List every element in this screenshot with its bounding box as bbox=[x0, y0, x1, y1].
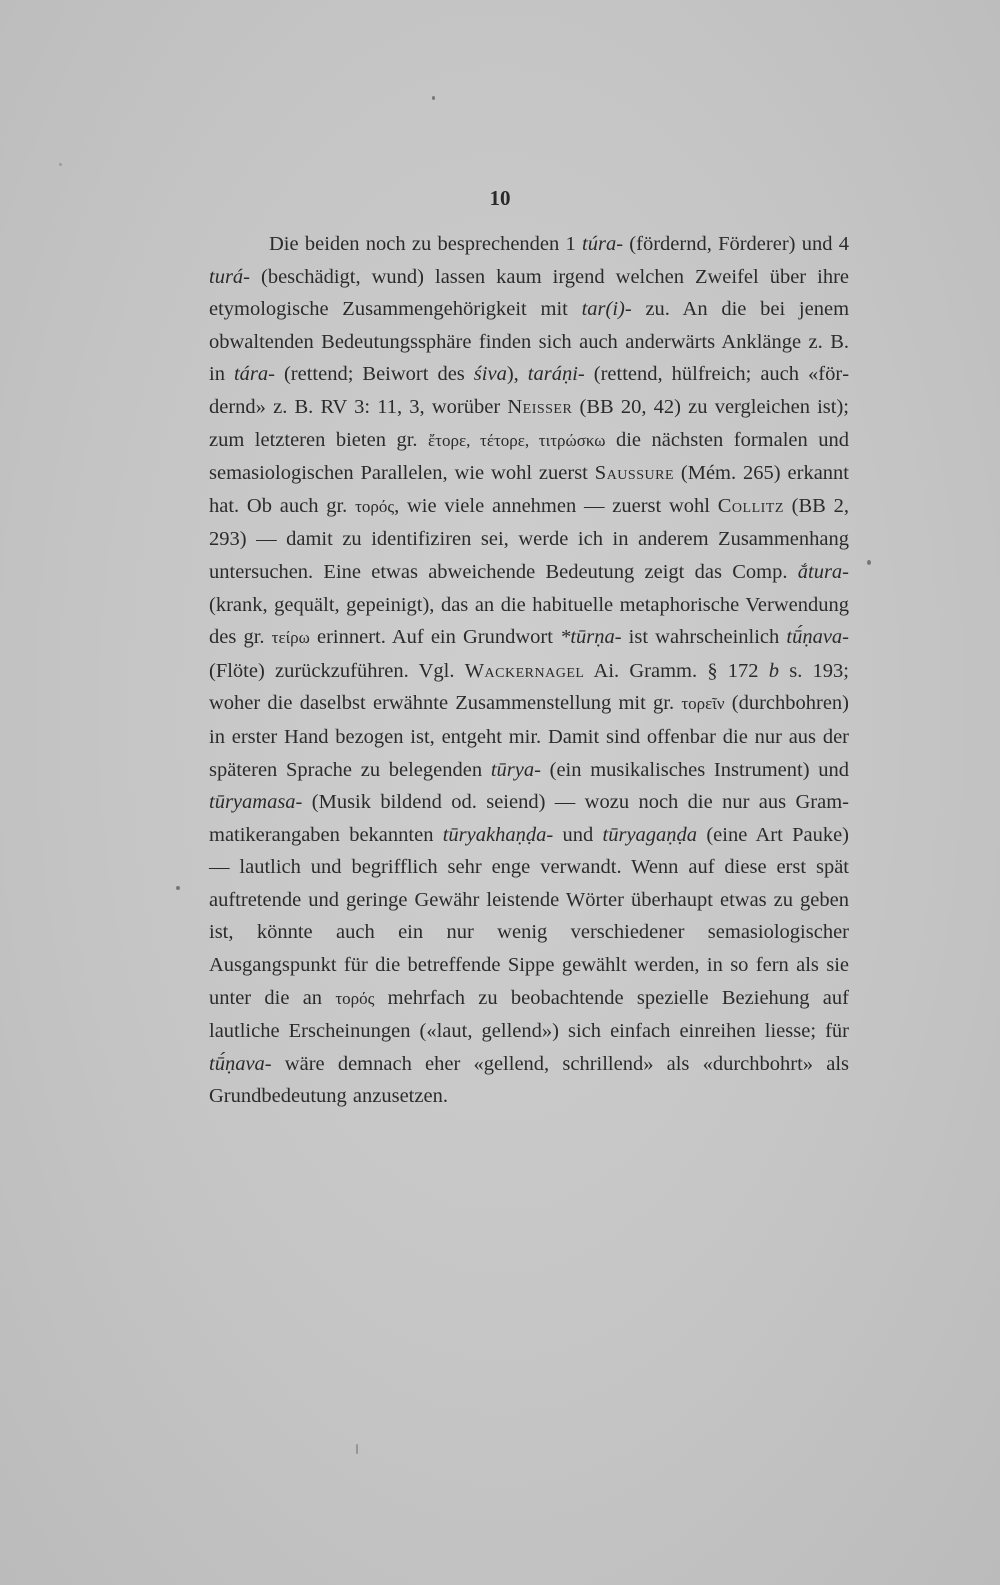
scan-speck bbox=[867, 560, 871, 565]
scan-speck bbox=[59, 163, 62, 166]
italic-term: tūryamasa- bbox=[209, 791, 303, 814]
italic-term: tar(i)- bbox=[581, 298, 632, 321]
italic-term: taráṇi- bbox=[527, 363, 585, 386]
text-run: (rettend, hülfreich; auch «fördernd» z. B. RV 3: 11, 3, worüber bbox=[209, 363, 850, 418]
italic-term: *tūrṇa- bbox=[560, 626, 622, 649]
text-run: mehrfach zu beobachtende spezielle Beziehung auf lautliche Erscheinungen («laut, gellend») sich einfach einreihen liesse; für bbox=[209, 986, 849, 1043]
italic-term: śiva bbox=[473, 363, 507, 386]
greek-term: τορεῖν bbox=[681, 694, 725, 714]
greek-term: ἔτορε, τέτορε, τιτρώσκω bbox=[428, 430, 606, 450]
text-run: die nächsten formalen und semasiologischen Parallelen, wie wohl zuerst bbox=[209, 428, 849, 485]
scan-speck bbox=[432, 96, 435, 100]
text-run: , wie viele annehmen — zuerst wohl bbox=[394, 494, 718, 517]
italic-term: b bbox=[768, 659, 779, 682]
italic-term: tára- bbox=[233, 363, 275, 386]
greek-term: τείρω bbox=[271, 628, 310, 648]
italic-term: tū́ṇava- bbox=[786, 626, 849, 649]
italic-term: tū́ṇava- bbox=[209, 1052, 272, 1075]
text-run: (krank, gequält, gepeinigt), das an die habituelle metaphorische Verwendung des gr. bbox=[209, 593, 849, 649]
text-run: (BB 20, 42) zu vergleichen ist); zum letzteren bieten gr. bbox=[209, 395, 850, 451]
text-run: (fördernd, Förderer) und 4 bbox=[623, 233, 849, 255]
text-run: (durchbohren) in erster Hand bezogen ist, entgeht mir. Damit sind offenbar die nur aus der späteren Sprache zu belegenden bbox=[209, 692, 849, 781]
author-name: Wackernagel bbox=[464, 659, 585, 682]
text-run: (Flöte) zurückzuführen. Vgl. bbox=[209, 659, 465, 682]
greek-term: τορός bbox=[355, 496, 395, 516]
text-run: zu. An die bei jenem obwaltenden Bedeutungssphäre finden sich auch anderwärts Anklänge z. B. in bbox=[209, 298, 850, 386]
text-run: und bbox=[553, 823, 603, 846]
text-run: (beschädigt, wund) lassen kaum irgend welchen Zweifel über ihre etymologische Zusammengehörigkeit mit bbox=[209, 265, 849, 321]
italic-term: ắtura- bbox=[797, 560, 849, 583]
scan-speck bbox=[356, 1444, 358, 1454]
text-run: (rettend; Beiwort des bbox=[274, 363, 474, 386]
text-run: Die beiden noch zu besprechenden 1 bbox=[269, 233, 583, 255]
italic-term: tūryakhaṇḍa- bbox=[442, 823, 554, 846]
author-name: Saussure bbox=[594, 462, 674, 485]
scan-speck bbox=[176, 886, 180, 890]
italic-term: túra- bbox=[582, 233, 624, 255]
text-run: (ein musikalisches Instrument) und bbox=[540, 758, 849, 781]
text-run: ), bbox=[506, 363, 528, 386]
italic-term: tūrya- bbox=[490, 758, 541, 781]
text-run: Ai. Gramm. § 172 bbox=[584, 659, 769, 682]
text-run: (eine Art Pauke) — lautlich und begrifflich sehr enge verwandt. Wenn auf diese erst spät auftretende und geringe Gewähr leistende Wörter überhaupt etwas zu geben ist, könnte auch ein nur wenig verschiedener semasiologischer Ausgangspunkt für die betreffende Sippe gewählt werden, in so fern als sie unter die an bbox=[209, 823, 850, 1009]
text-run: ist wahrscheinlich bbox=[621, 626, 787, 649]
text-run: wäre demnach eher «gellend, schrillend» als «durchbohrt» als Grundbedeutung anzusetzen. bbox=[209, 1052, 849, 1108]
author-name: Collitz bbox=[717, 494, 784, 517]
text-run: (Musik bildend od. seiend) — wozu noch die nur aus Grammatikerangaben bekannten bbox=[209, 791, 849, 846]
body-paragraph bbox=[209, 228, 849, 1113]
greek-term: τορός bbox=[335, 988, 375, 1008]
author-name: Neisser bbox=[507, 395, 573, 418]
italic-term: tūryagaṇḍa bbox=[602, 823, 698, 846]
text-run: (Mém. 265) erkannt hat. Ob auch gr. bbox=[209, 462, 849, 517]
text-run: (BB 2, 293) — damit zu identifiziren sei, werde ich in anderem Zusammenhang untersuchen. Eine etwas abweichende Bedeutung zeigt das Comp. bbox=[209, 494, 849, 583]
text-run: erinnert. Auf ein Grundwort bbox=[309, 626, 561, 649]
italic-term: turá- bbox=[209, 265, 250, 288]
page-number: 10 bbox=[489, 186, 511, 210]
text-run: s. 193; woher die daselbst erwähnte Zusammenstellung mit gr. bbox=[209, 659, 849, 715]
